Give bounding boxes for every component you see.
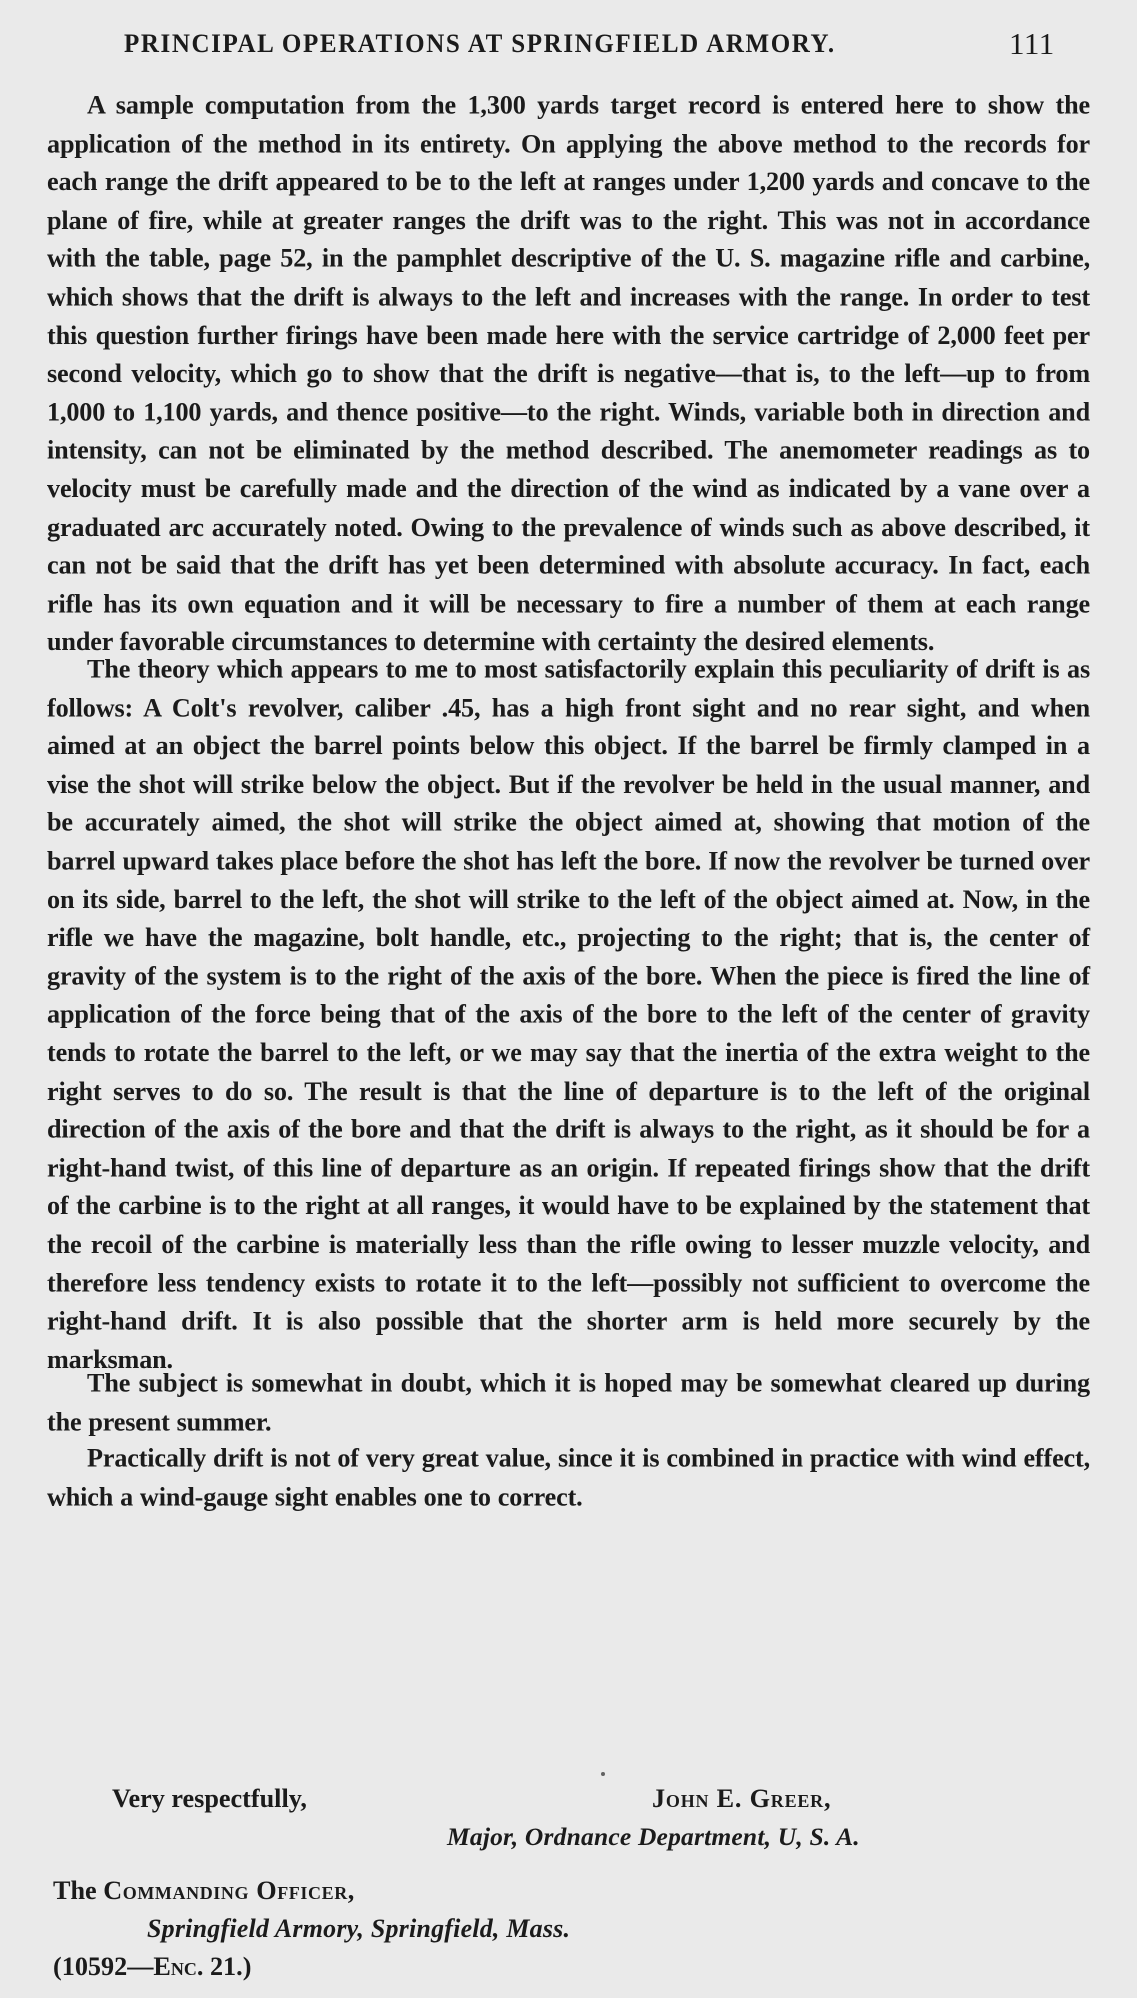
signature-block (47, 1784, 1090, 1851)
page-number: 111 (1009, 26, 1055, 61)
addressee-location: Springfield Armory, Springfield, Mass. (147, 1914, 571, 1943)
paragraph-3: The subject is somewhat in doubt, which it is hoped may be somewhat cleared up during the present summer. (47, 1368, 1090, 1437)
paragraph-1: A sample computation from the 1,300 yards target record is entered here to show the application of the method in its entirety. On applying the above method to the records for each range the drift appeared to be to the left at ranges under 1,200 yards and concave to the plane of fire, while at greater ranges the drift was to the right. This was not in accordance with the table, page 52, in the pamphlet descriptive of the U. S. magazine rifle and carbine, which shows that the drift is always to the left and increases with the range. In order to test this question further firings have been made here with the service cartridge of 2,000 feet per second velocity, which go to show that the drift is negative—that is, to the left—up to from 1,000 to 1,100 yards, and thence positive—to the right. Winds, variable both in direction and intensity, can not be eliminated by the method described. The anemometer readings as to velocity must be carefully made and the direction of the wind as indicated by a vane over a graduated arc accurately noted. Owing to the prevalence of winds such as above described, it can not be said that the drift has yet been determined with absolute accuracy. In fact, each rifle has its own equation and it will be necessary to fire a number of them at each range under favorable circumstances to determine with certainty the desired elements. (47, 90, 1090, 657)
running-head (0, 26, 1137, 70)
signature-closing: Very respectfully, (112, 1784, 307, 1813)
enclosure-note (53, 1952, 251, 1982)
enclosure-prefix: (10592— (53, 1952, 154, 1981)
addressee-prefix: The (53, 1876, 104, 1905)
paragraph-4: Practically drift is not of very great value, since it is combined in practice with wind effect, which a wind-gauge sight enables one to correct. (47, 1443, 1090, 1512)
signature-rank: Major, Ordnance Department, U, S. A. (447, 1822, 860, 1851)
body-text (47, 86, 1090, 1515)
addressee-title-line (53, 1876, 355, 1906)
enclosure-suffix: 21.) (203, 1952, 252, 1981)
scan-speck (601, 1772, 605, 1776)
addressee-title: Commanding Officer, (103, 1876, 355, 1905)
signature-name: John E. Greer, (652, 1784, 832, 1813)
running-head-title: PRINCIPAL OPERATIONS AT SPRINGFIELD ARMORY. (124, 30, 836, 59)
paragraph-2: The theory which appears to me to most satisfactorily explain this peculiarity of drift is as follows: A Colt's revolver, caliber .45, has a high front sight and no rear sight, and when aimed at an object the barrel points below this object. If the barrel be firmly clamped in a vise the shot will strike below the object. But if the revolver be held in the usual manner, and be accurately aimed, the shot will strike the object aimed at, showing that motion of the barrel upward takes place before the shot has left the bore. If now the revolver be turned over on its side, barrel to the left, the shot will strike to the left of the object aimed at. Now, in the rifle we have the magazine, bolt handle, etc., projecting to the right; that is, the center of gravity of the system is to the right of the axis of the bore. When the piece is fired the line of application of the force being that of the axis of the bore to the left of the center of gravity tends to rotate the barrel to the left, or we may say that the inertia of the extra weight to the right serves to do so. The result is that the line of departure is to the left of the original direction of the axis of the bore and that the drift is always to the right, as it should be for a right-hand twist, of this line of departure as an origin. If repeated firings show that the drift of the carbine is to the right at all ranges, it would have to be explained by the statement that the recoil of the carbine is materially less than the rifle owing to lesser muzzle velocity, and therefore less tendency exists to rotate it to the left—possibly not sufficient to overcome the right-hand drift. It is also possible that the shorter arm is held more securely by the marksman. (47, 653, 1090, 1374)
enclosure-label: Enc. (153, 1952, 204, 1981)
